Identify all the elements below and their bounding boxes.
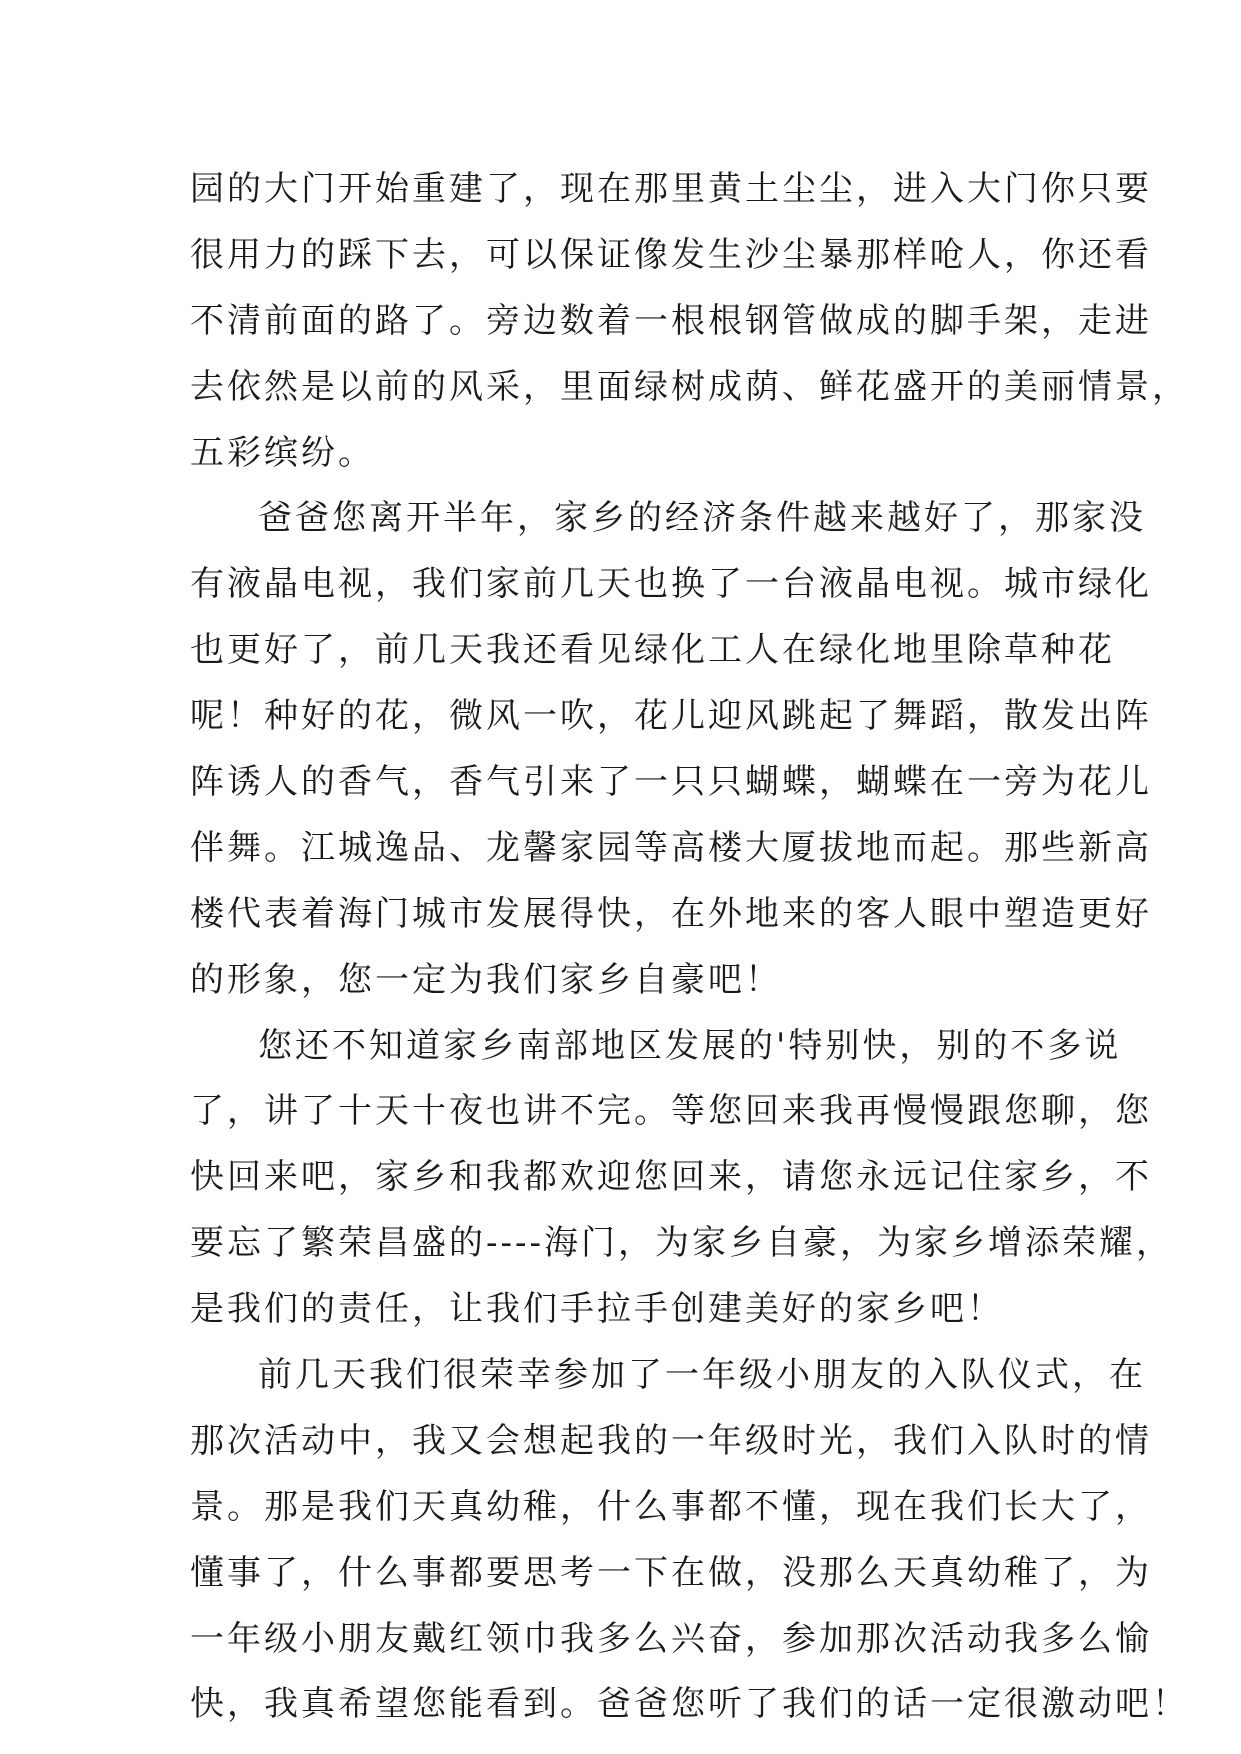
text-line: 有液晶电视，我们家前几天也换了一台液晶电视。城市绿化 xyxy=(190,564,1152,605)
text-line: 快，我真希望您能看到。爸爸您听了我们的话一定很激动吧！ xyxy=(190,1684,1189,1725)
text-line: 楼代表着海门城市发展得快，在外地来的客人眼中塑造更好 xyxy=(190,893,1152,934)
text-line: 园的大门开始重建了，现在那里黄土尘尘，进入大门你只要 xyxy=(190,169,1152,209)
text-line: 去依然是以前的风采，里面绿树成荫、鲜花盛开的美丽情景， xyxy=(190,366,1189,407)
text-line: 前几天我们很荣幸参加了一年级小朋友的入队仪式，在 xyxy=(258,1355,1146,1396)
text-line: 要忘了繁荣昌盛的----海门，为家乡自豪，为家乡增添荣耀， xyxy=(190,1223,1173,1264)
text-line: 快回来吧，家乡和我都欢迎您回来，请您永远记住家乡，不 xyxy=(190,1157,1152,1198)
text-line: 懂事了，什么事都要思考一下在做，没那么天真幼稚了，为 xyxy=(190,1552,1152,1593)
text-line: 您还不知道家乡南部地区发展的'特别快，别的不多说 xyxy=(258,1025,1122,1066)
text-line: 是我们的责任，让我们手拉手创建美好的家乡吧！ xyxy=(190,1289,1004,1330)
text-line: 景。那是我们天真幼稚，什么事都不懂，现在我们长大了， xyxy=(190,1486,1152,1527)
text-line: 呢！种好的花，微风一吹，花儿迎风跳起了舞蹈，散发出阵 xyxy=(190,696,1152,737)
text-line: 伴舞。江城逸品、龙馨家园等高楼大厦拔地而起。那些新高 xyxy=(190,827,1152,868)
body-text xyxy=(190,157,1189,1738)
text-line: 阵诱人的香气，香气引来了一只只蝴蝶，蝴蝶在一旁为花儿 xyxy=(190,762,1152,803)
text-line: 一年级小朋友戴红领巾我多么兴奋，参加那次活动我多么愉 xyxy=(190,1618,1152,1659)
text-line: 也更好了，前几天我还看见绿化工人在绿化地里除草种花 xyxy=(190,630,1115,671)
text-line: 五彩缤纷。 xyxy=(190,432,375,473)
text-line: 不清前面的路了。旁边数着一根根钢管做成的脚手架，走进 xyxy=(190,300,1152,341)
text-line: 爸爸您离开半年，家乡的经济条件越来越好了，那家没 xyxy=(258,498,1146,539)
text-line: 很用力的踩下去，可以保证像发生沙尘暴那样呛人，你还看 xyxy=(190,234,1152,275)
text-line: 了，讲了十天十夜也讲不完。等您回来我再慢慢跟您聊，您 xyxy=(190,1091,1152,1132)
text-line: 那次活动中，我又会想起我的一年级时光，我们入队时的情 xyxy=(190,1420,1152,1461)
text-line: 的形象，您一定为我们家乡自豪吧！ xyxy=(190,959,782,1000)
